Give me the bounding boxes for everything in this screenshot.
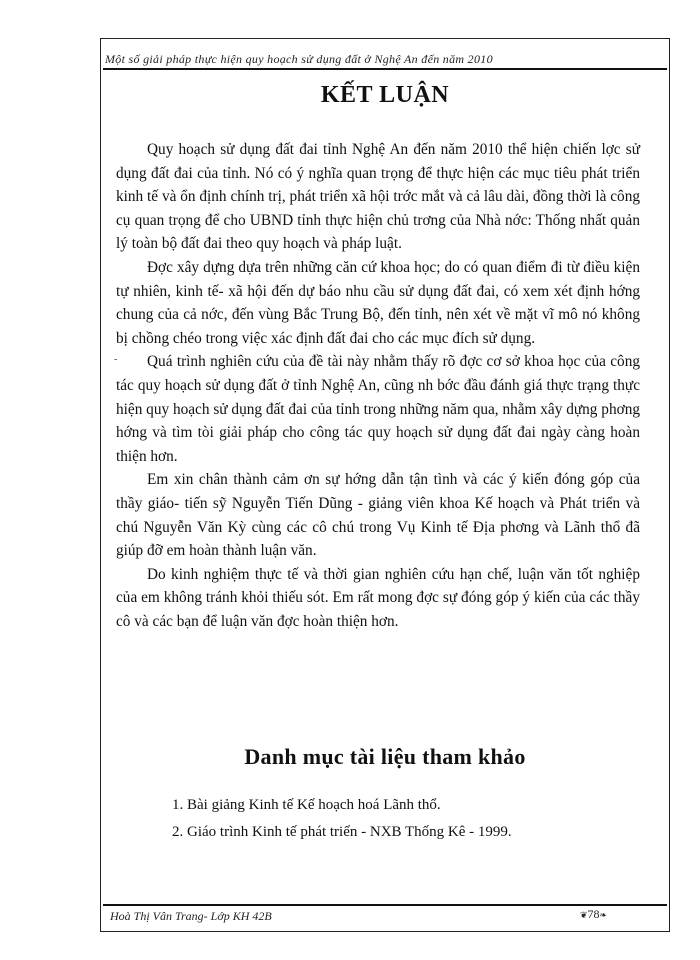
footer-author: Hoà Thị Vân Trang- Lớp KH 42B (110, 909, 272, 923)
reference-item: 2. Giáo trình Kinh tế phát triển - NXB Thống Kê - 1999. (172, 824, 512, 840)
paragraph-4: Em xin chân thành cảm ơn sự hớng dẫn tận tình và các ý kiến đóng góp của thầy giáo- tiến sỹ Nguyễn Tiến Dũng - giảng viên khoa Kế hoạch và Phát triển và chú Nguyễn Văn Kỳ cùng các cô chú trong Vụ Kinh tế Địa phơng và Lãnh thổ đã giúp đỡ em hoàn thành luận văn. (116, 471, 640, 560)
stray-dash-mark: - (114, 354, 118, 366)
references-list (172, 792, 642, 846)
header-rule (103, 68, 667, 70)
paragraph-1: Quy hoạch sử dụng đất đai tỉnh Nghệ An đến năm 2010 thể hiện chiến lợc sử dụng đất đai của tỉnh. Nó có ý nghĩa quan trọng để thực hiện các mục tiêu phát triển kinh tế và ổn định chính trị, phát triển xã hội trớc mắt và cả lâu dài, đồng thời là công cụ quan trọng để cho UBND tỉnh thực hiện chủ trơng của Nhà nớc: Thống nhất quản lý toàn bộ đất đai theo quy hoạch và pháp luật. (116, 141, 640, 253)
conclusion-title: KẾT LUẬN (320, 82, 450, 108)
paragraph-2: Đợc xây dựng dựa trên những căn cứ khoa học; do có quan điểm đi từ điều kiện tự nhiên, kinh tế- xã hội đến dự báo nhu cầu sử dụng đất đai, có xem xét định hớng chung của cả nớc, đến vùng Bắc Trung Bộ, đến tỉnh, nên xét về mặt vĩ mô nó không bị chồng chéo trong việc xác định đất đai cho các mục đích sử dụng. (116, 258, 640, 347)
left-ornament-icon: ❦ (580, 910, 588, 920)
paragraph-3: Quá trình nghiên cứu của đề tài này nhằm thấy rõ đợc cơ sở khoa học của công tác quy hoạch sử dụng đất ở tỉnh Nghệ An, cũng nh bớc đầu đánh giá thực trạng thực hiện quy hoạch sử dụng đất đai của tỉnh trong những năm qua, nhằm xây dựng phơng hớng và tìm tòi giải pháp cho công tác quy hoạch sử dụng đất đai ngày càng hoàn thiện hơn. (116, 353, 640, 465)
footer-rule (103, 904, 667, 906)
page-number (580, 907, 607, 922)
references-heading: Danh mục tài liệu tham khảo (244, 744, 526, 769)
reference-item: 1. Bài giảng Kinh tế Kế hoạch hoá Lãnh thổ. (172, 797, 441, 813)
right-ornament-icon: ❧ (599, 910, 608, 920)
page-number-value: 78 (587, 907, 600, 921)
running-header: Một số giải pháp thực hiện quy hoạch sử dụng đất ở Nghệ An đến năm 2010 (105, 52, 493, 66)
paragraph-5: Do kinh nghiệm thực tế và thời gian nghiên cứu hạn chế, luận văn tốt nghiệp của em không tránh khỏi thiếu sót. Em rất mong đợc sự đóng góp ý kiến của các thầy cô và các bạn để luận văn đợc hoàn thiện hơn. (116, 565, 640, 630)
conclusion-body (116, 138, 640, 633)
